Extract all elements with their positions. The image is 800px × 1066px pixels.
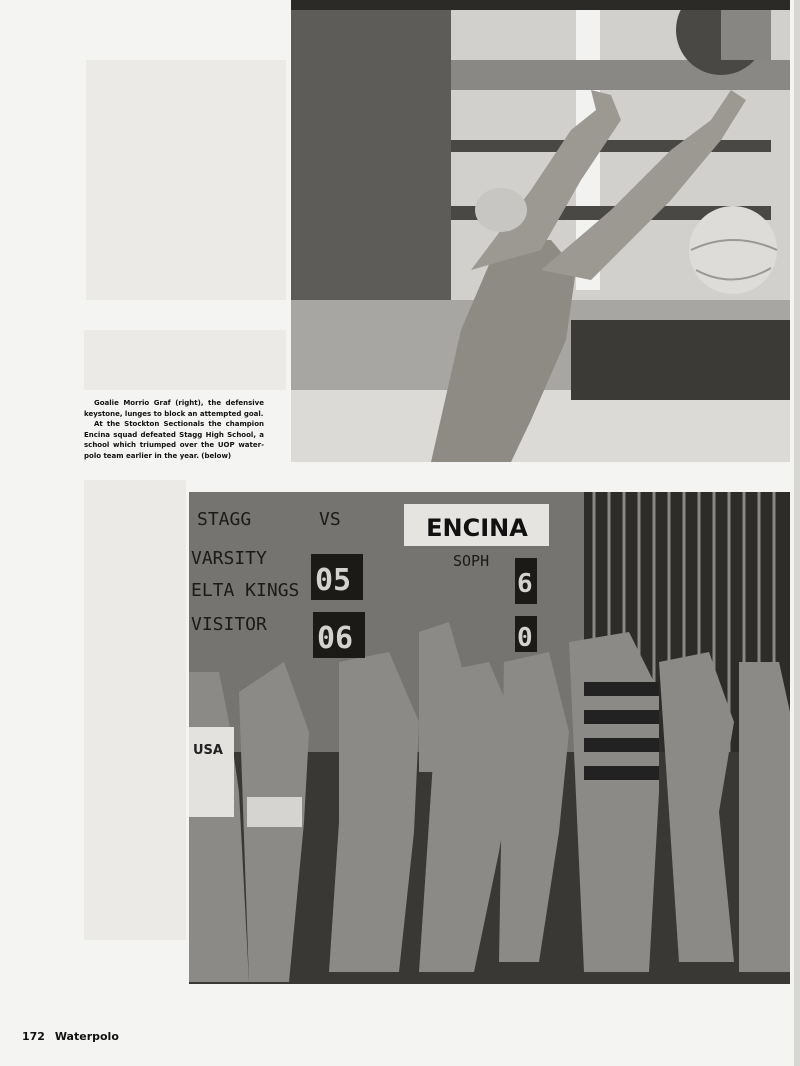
goalie-photo bbox=[291, 0, 790, 462]
scoreboard-home: STAGG bbox=[197, 509, 252, 530]
scoreboard-soph: SOPH bbox=[453, 552, 490, 570]
soph-score-home: 6 bbox=[517, 569, 533, 599]
caption-goalie: Goalie Morrio Graf (right), the defensive keystone, lunges to block an attempted goal. bbox=[84, 399, 264, 418]
page-edge bbox=[794, 0, 800, 1066]
scoreboard-banner: ENCINA bbox=[426, 514, 528, 542]
photo-caption bbox=[84, 398, 264, 461]
soph-score-visitor: 0 bbox=[517, 623, 533, 653]
bleed-through-shade-bottom bbox=[84, 480, 186, 940]
team-scoreboard-photo bbox=[189, 492, 790, 984]
page-footer bbox=[22, 1030, 125, 1043]
bleed-through-shade-mid bbox=[84, 330, 286, 390]
scoreboard-row-delta: ELTA KINGS bbox=[191, 580, 300, 601]
score-visitor: 06 bbox=[317, 621, 354, 656]
scoreboard-row-visitor: VISITOR bbox=[191, 614, 267, 635]
scoreboard-row-varsity: VARSITY bbox=[191, 548, 267, 569]
section-name: Waterpolo bbox=[54, 1030, 119, 1043]
bleed-through-shade-top bbox=[86, 60, 286, 300]
page-number: 172 bbox=[22, 1030, 45, 1043]
scoreboard-versus: VS bbox=[319, 509, 341, 530]
shirt-lettering: USA bbox=[193, 743, 223, 758]
caption-sectionals: At the Stockton Sectionals the champion Encina squad defeated Stagg High School, a school which triumped over the UOP water-polo team earlier in the year. (below) bbox=[84, 420, 264, 460]
score-varsity: 05 bbox=[315, 563, 352, 598]
